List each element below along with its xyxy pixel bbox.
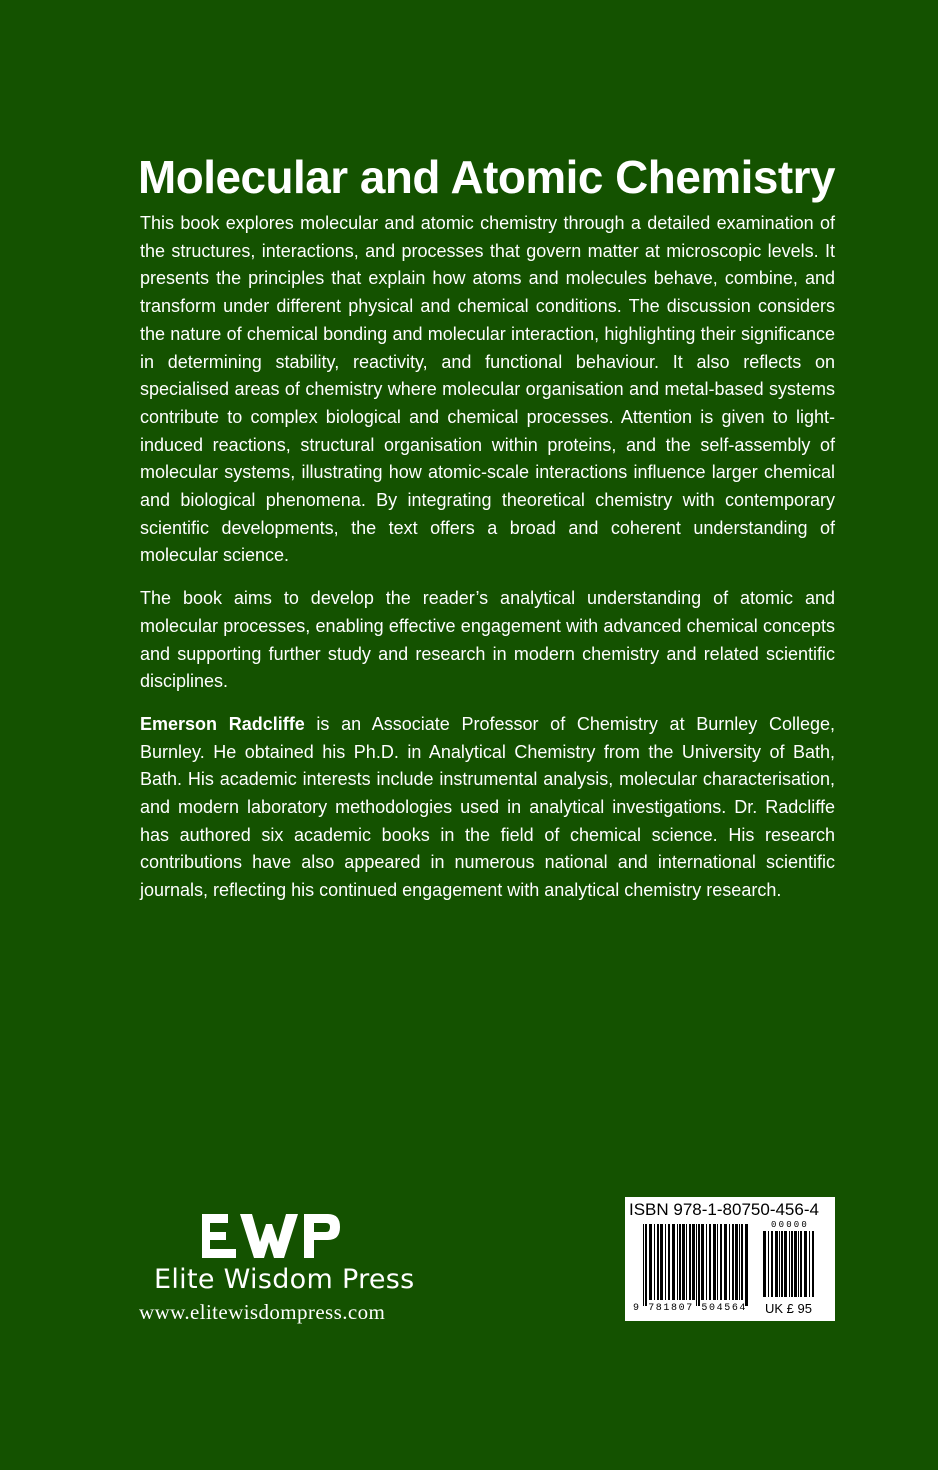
barcode-bar — [794, 1231, 797, 1297]
barcode-bar — [800, 1231, 802, 1297]
isbn-barcode-box — [625, 1197, 835, 1321]
barcode-bar — [672, 1224, 675, 1300]
price-label: UK £ 95 — [765, 1301, 812, 1316]
barcode-bar — [657, 1224, 659, 1300]
barcode-bar — [643, 1224, 644, 1306]
barcode-bar — [682, 1224, 685, 1300]
barcode-bar — [771, 1231, 773, 1297]
barcode-bar — [689, 1224, 691, 1300]
barcode-bar — [724, 1224, 727, 1300]
barcode-bar — [706, 1224, 707, 1300]
barcode-main-digits: 9 781807 504564 — [633, 1303, 748, 1314]
barcode-bar — [692, 1224, 695, 1300]
barcode-bar — [654, 1224, 655, 1300]
publisher-name: Elite Wisdom Press — [154, 1264, 415, 1295]
barcode-bar — [665, 1224, 666, 1300]
barcode-bar — [739, 1224, 740, 1300]
author-bio — [140, 711, 835, 905]
barcode-bar — [649, 1224, 652, 1300]
barcode-bar — [775, 1231, 778, 1297]
barcode-bar — [809, 1231, 810, 1297]
barcode-bar — [768, 1231, 769, 1297]
author-bio-text: is an Associate Professor of Chemistry at Burnley College, Burnley. He obtained his Ph.D. in Analytical Chemistry from the University of Bath, Bath. His academic interests include instrumental analysis, molecular characterisation, and modern laboratory methodologies used in analytical investigations. Dr. Radcliffe has authored six academic books in the field of chemical science. His research contributions have also appeared in numerous national and international scientific journals, reflecting his continued engagement with analytical chemistry research. — [140, 713, 835, 901]
barcode-bar — [798, 1231, 799, 1297]
book-title: Molecular and Atomic Chemistry — [138, 151, 836, 203]
description-paragraph-2: The book aims to develop the reader’s analytical understanding of atomic and molecular processes, enabling effective engagement with advanced chemical concepts and supporting further study and research in modern chemistry and related scientific disciplines. — [140, 588, 835, 692]
barcode-bar — [741, 1224, 743, 1300]
barcode-bar — [784, 1231, 787, 1297]
barcode-bar — [735, 1224, 738, 1300]
barcode-bar — [709, 1224, 711, 1300]
barcode-bar — [717, 1224, 718, 1300]
barcode-bar — [745, 1224, 748, 1306]
barcode-bar — [713, 1224, 716, 1300]
barcode-bar — [763, 1231, 766, 1297]
barcode-bar — [804, 1231, 807, 1297]
barcode-bar — [729, 1224, 730, 1300]
barcode-bar — [789, 1231, 790, 1297]
barcode-bar — [698, 1224, 700, 1306]
barcode-bar — [677, 1224, 678, 1300]
barcode-bar — [668, 1224, 670, 1300]
author-name: Emerson Radcliffe — [140, 713, 305, 734]
barcode-bar — [686, 1224, 687, 1300]
publisher-logo-mark — [200, 1212, 342, 1260]
publisher-logo — [138, 1208, 438, 1328]
barcode-bar — [645, 1224, 647, 1306]
isbn-label: ISBN 978-1-80750-456-4 — [629, 1200, 819, 1219]
barcode-bar — [732, 1224, 734, 1300]
barcode-bar — [781, 1231, 783, 1297]
publisher-website[interactable]: www.elitewisdompress.com — [139, 1300, 386, 1324]
barcode-bar — [701, 1224, 704, 1300]
barcode-bar — [679, 1224, 681, 1300]
description-paragraph-1: This book explores molecular and atomic chemistry through a detailed examination of the structures, interactions, and processes that govern matter at microscopic levels. It presents the principles that explain how atoms and molecules behave, combine, and transform under different physical and chemical conditions. The discussion considers the nature of chemical bonding and molecular interaction, highlighting their significance in determining stability, reactivity, and functional behaviour. It also reflects on specialised areas of chemistry where molecular organisation and metal-based systems contribute to complex biological and chemical processes. Attention is given to light-induced reactions, structural organisation within proteins, and the self-assembly of molecular systems, illustrating how atomic-scale interactions influence larger chemical and biological phenomena. By integrating theoretical chemistry with contemporary scientific developments, the text offers a broad and coherent understanding of molecular science. — [140, 213, 835, 566]
barcode-addon-digits: 00000 — [771, 1220, 810, 1230]
barcode-bar — [779, 1231, 780, 1297]
barcode-bar — [791, 1231, 793, 1297]
description-block — [140, 210, 835, 920]
barcode-bar — [812, 1231, 814, 1297]
barcode-bar — [696, 1224, 697, 1306]
barcode-bar — [720, 1224, 722, 1300]
barcode-bar — [660, 1224, 663, 1300]
